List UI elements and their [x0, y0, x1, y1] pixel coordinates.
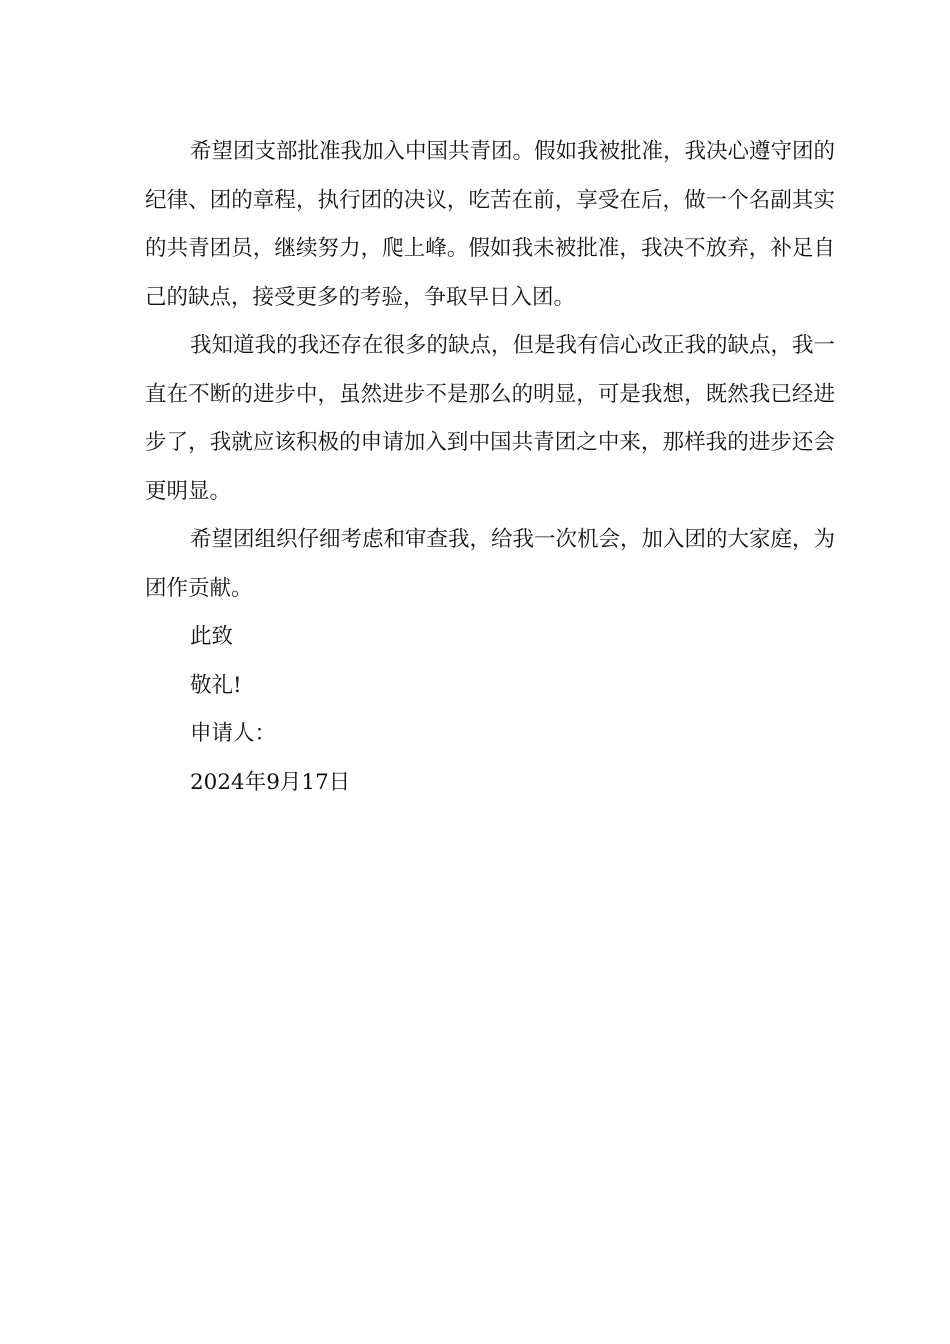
- paragraph-self-reflection: 我知道我的我还存在很多的缺点，但是我有信心改正我的缺点，我一直在不断的进步中，虽然进步不是那么的明显，可是我想，既然我已经进步了，我就应该积极的申请加入到中国共青团之中来，那样我的进步还会更明显。: [145, 333, 836, 504]
- paragraph-pledge: 希望团支部批准我加入中国共青团。假如我被批准，我决心遵守团的纪律、团的章程，执行团的决议，吃苦在前，享受在后，做一个名副其实的共青团员，继续努力，爬上峰。假如我未被批准，我决不放弃，补足自己的缺点，接受更多的考验，争取早日入团。: [145, 139, 836, 310]
- closing-salutation-2: 敬礼!: [190, 672, 242, 698]
- closing-salutation-1: 此致: [190, 624, 234, 649]
- paragraph-request: 希望团组织仔细考虑和审查我，给我一次机会，加入团的大家庭，为团作贡献。: [145, 527, 836, 601]
- applicant-label: 申请人：: [190, 721, 277, 746]
- letter-body: [145, 128, 835, 807]
- letter-date: 2024年9月17日: [190, 769, 351, 795]
